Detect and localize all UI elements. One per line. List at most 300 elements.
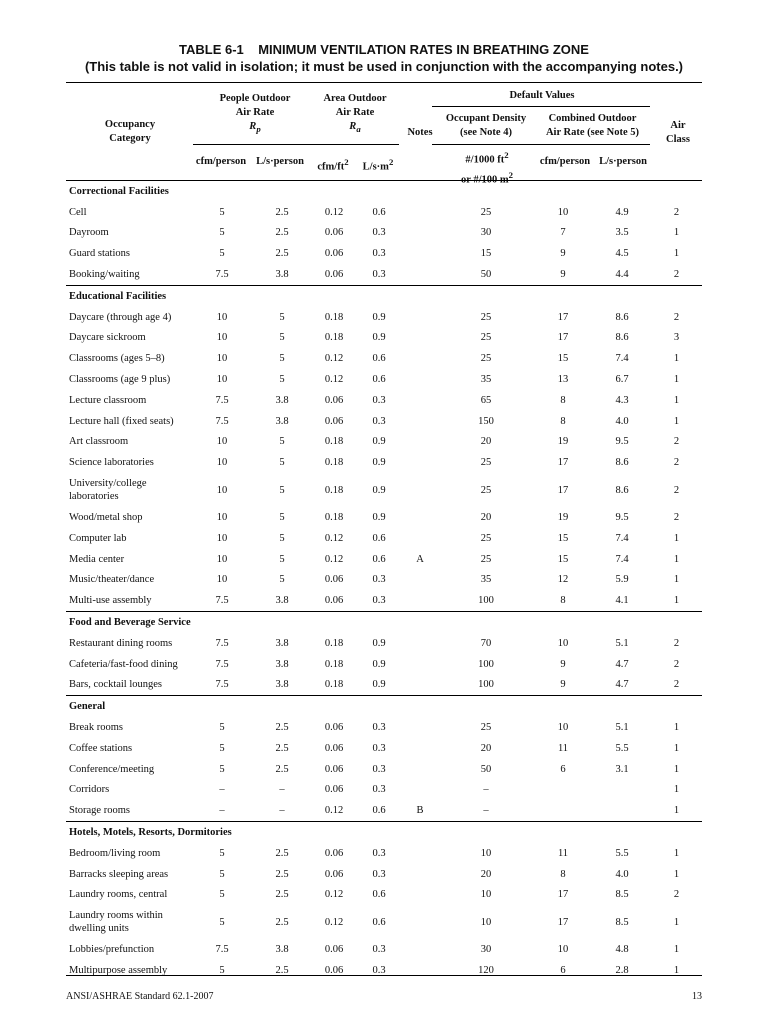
combined-cfm-cell: 10 <box>557 206 569 218</box>
header-air-class <box>656 119 700 147</box>
header-density-l1: Occupant Density <box>445 113 527 124</box>
area-cfm-cell: 0.18 <box>324 658 344 670</box>
air-class-cell: 1 <box>673 374 680 386</box>
density-cell: – <box>483 805 489 817</box>
area-cfm-cell: 0.12 <box>324 353 344 365</box>
people-cfm-cell: 7.5 <box>215 595 229 607</box>
density-cell: 100 <box>478 679 494 691</box>
header-occupancy-category <box>80 118 180 146</box>
combined-ls-cell: 4.0 <box>615 868 629 880</box>
section-title: Food and Beverage Service <box>66 612 702 633</box>
notes-cell <box>401 369 439 390</box>
people-ls-cell: 2.5 <box>275 889 289 901</box>
section-header-row <box>66 285 702 306</box>
air-class-cell: 2 <box>673 512 680 524</box>
unit-cfm-person: cfm/person <box>195 156 247 167</box>
notes-cell <box>401 223 439 244</box>
density-cell: 100 <box>478 595 494 607</box>
air-class-cell: 1 <box>673 964 680 976</box>
density-cell: 35 <box>480 574 492 586</box>
area-cfm-cell: 0.06 <box>324 763 344 775</box>
combined-cfm-cell: 8 <box>560 595 566 607</box>
footer-standard: ANSI/ASHRAE Standard 62.1-2007 <box>66 991 214 1002</box>
people-cfm-cell: 7.5 <box>215 944 229 956</box>
combined-ls-cell: 4.4 <box>615 269 629 281</box>
people-cfm-cell: – <box>219 805 225 817</box>
people-cfm-cell: 10 <box>216 311 228 323</box>
area-ls-cell: 0.3 <box>372 269 386 281</box>
table-row <box>66 864 702 885</box>
occupancy-cell: Classrooms (ages 5–8) <box>69 353 165 365</box>
people-ls-cell: 5 <box>279 532 285 544</box>
table-row <box>66 885 702 906</box>
people-cfm-cell: – <box>219 784 225 796</box>
header-people-l1: People Outdoor <box>219 93 291 104</box>
people-cfm-cell: 7.5 <box>215 415 229 427</box>
table-row <box>66 843 702 864</box>
people-ls-cell: 3.8 <box>275 637 289 649</box>
unit-density-l1-sup: 2 <box>504 150 509 160</box>
people-ls-cell: – <box>279 784 285 796</box>
notes-cell <box>401 864 439 885</box>
air-class-cell: 2 <box>673 436 680 448</box>
people-ls-cell: 2.5 <box>275 742 289 754</box>
density-cell: 25 <box>480 311 492 323</box>
unit-cfm-ft2-sup: 2 <box>344 157 349 167</box>
people-ls-cell: 5 <box>279 311 285 323</box>
density-cell: 20 <box>480 436 492 448</box>
people-cfm-cell: 5 <box>219 916 225 928</box>
people-ls-cell: 5 <box>279 332 285 344</box>
air-class-cell: 1 <box>673 227 680 239</box>
header-area-l1: Area Outdoor <box>323 93 387 104</box>
people-ls-cell: 5 <box>279 457 285 469</box>
units-rule-left <box>193 144 399 145</box>
occupancy-cell: University/college laboratories <box>69 478 147 503</box>
density-cell: 10 <box>480 847 492 859</box>
combined-ls-cell: 8.6 <box>615 332 629 344</box>
area-ls-cell: 0.3 <box>372 227 386 239</box>
area-cfm-cell: 0.06 <box>324 868 344 880</box>
air-class-cell: 1 <box>673 415 680 427</box>
occupancy-cell: Multi-use assembly <box>69 595 152 607</box>
area-ls-cell: 0.6 <box>372 353 386 365</box>
table-row <box>66 780 702 801</box>
header-density-l2: (see Note 4) <box>460 127 512 138</box>
combined-cfm-cell: 17 <box>557 916 569 928</box>
header-combined-l1: Combined Outdoor <box>548 113 637 124</box>
people-ls-cell: 5 <box>279 484 285 496</box>
air-class-cell: 1 <box>673 784 680 796</box>
combined-ls-cell <box>593 800 651 821</box>
header-people-sub: p <box>256 124 261 135</box>
combined-cfm-cell: 8 <box>560 868 566 880</box>
air-class-cell: 1 <box>673 763 680 775</box>
occupancy-cell: Media center <box>69 553 125 565</box>
table-row <box>66 675 702 696</box>
combined-cfm-cell: 10 <box>557 944 569 956</box>
table-row <box>66 738 702 759</box>
people-ls-cell: 5 <box>279 436 285 448</box>
notes-cell <box>401 507 439 528</box>
occupancy-cell: Coffee stations <box>69 742 133 754</box>
section-header-row <box>66 612 702 633</box>
notes-cell <box>401 960 439 981</box>
combined-ls-cell: 4.0 <box>615 415 629 427</box>
section-title: Educational Facilities <box>66 285 702 306</box>
area-cfm-cell: 0.06 <box>324 574 344 586</box>
header-top-rule <box>66 82 702 83</box>
people-ls-cell: – <box>279 805 285 817</box>
occupancy-cell: Bars, cocktail lounges <box>69 679 163 691</box>
air-class-cell: 1 <box>673 944 680 956</box>
combined-ls-cell: 4.3 <box>615 394 629 406</box>
area-ls-cell: 0.9 <box>372 457 386 469</box>
table-title-line2: (This table is not valid in isolation; it must be used in conjunction with the accompanying notes.) <box>84 59 684 74</box>
density-cell: 30 <box>480 227 492 239</box>
area-cfm-cell: 0.12 <box>324 206 344 218</box>
area-ls-cell: 0.9 <box>372 512 386 524</box>
notes-cell <box>401 348 439 369</box>
air-class-cell: 1 <box>673 742 680 754</box>
table-row <box>66 800 702 821</box>
density-cell: 25 <box>480 532 492 544</box>
section-title: Correctional Facilities <box>69 185 169 197</box>
occupancy-cell: Laundry rooms within dwelling units <box>69 910 163 935</box>
notes-cell <box>401 452 439 473</box>
occupancy-cell: Wood/metal shop <box>69 512 143 524</box>
combined-ls-cell: 7.4 <box>615 532 629 544</box>
notes-cell: B <box>416 805 424 817</box>
combined-cfm-cell <box>533 800 593 821</box>
area-cfm-cell: 0.06 <box>324 415 344 427</box>
area-cfm-cell: 0.06 <box>324 784 344 796</box>
area-ls-cell: 0.3 <box>372 742 386 754</box>
combined-cfm-cell: 19 <box>557 512 569 524</box>
air-class-cell: 1 <box>673 394 680 406</box>
people-ls-cell: 3.8 <box>275 394 289 406</box>
air-class-cell: 1 <box>673 248 680 260</box>
area-cfm-cell: 0.12 <box>324 374 344 386</box>
notes-cell <box>401 759 439 780</box>
notes-cell <box>401 654 439 675</box>
table-title-line1: TABLE 6-1 MINIMUM VENTILATION RATES IN BREATHING ZONE <box>179 42 589 57</box>
air-class-cell: 1 <box>673 595 680 607</box>
people-cfm-cell: 7.5 <box>215 679 229 691</box>
density-cell: 70 <box>480 637 492 649</box>
area-ls-cell: 0.9 <box>372 311 386 323</box>
area-ls-cell: 0.9 <box>372 637 386 649</box>
people-cfm-cell: 5 <box>219 742 225 754</box>
people-cfm-cell: 7.5 <box>215 269 229 281</box>
occupancy-cell: Cafeteria/fast-food dining <box>69 658 178 670</box>
people-ls-cell: 2.5 <box>275 847 289 859</box>
unit-cfm-ft2-text: cfm/ft <box>317 161 345 173</box>
notes-cell <box>401 590 439 611</box>
table-row <box>66 960 702 981</box>
unit-ls-m2 <box>356 155 400 175</box>
section-header-row <box>66 822 702 843</box>
area-ls-cell: 0.6 <box>372 553 386 565</box>
notes-cell <box>401 717 439 738</box>
area-cfm-cell: 0.06 <box>324 944 344 956</box>
combined-ls-cell: 8.6 <box>615 311 629 323</box>
combined-ls-cell: 5.5 <box>615 742 629 754</box>
people-ls-cell: 3.8 <box>275 658 289 670</box>
area-ls-cell: 0.3 <box>372 415 386 427</box>
table-row <box>66 243 702 264</box>
density-cell: 35 <box>480 374 492 386</box>
air-class-cell: 2 <box>673 637 680 649</box>
air-class-cell: 2 <box>673 457 680 469</box>
area-ls-cell: 0.9 <box>372 436 386 448</box>
density-cell: 120 <box>478 964 494 976</box>
people-ls-cell: 2.5 <box>275 916 289 928</box>
notes-cell <box>401 885 439 906</box>
notes-cell <box>401 473 439 507</box>
area-ls-cell: 0.6 <box>372 889 386 901</box>
combined-ls-cell: 5.9 <box>615 574 629 586</box>
header-area-sub: a <box>356 124 361 135</box>
occupancy-cell: Storage rooms <box>69 805 130 817</box>
density-cell: 10 <box>480 916 492 928</box>
area-ls-cell: 0.6 <box>372 206 386 218</box>
table-bottom-rule <box>66 975 702 976</box>
area-cfm-cell: 0.12 <box>324 916 344 928</box>
air-class-cell: 2 <box>673 679 680 691</box>
unit-density-l2-sup: 2 <box>508 169 513 180</box>
combined-ls-cell: 3.1 <box>615 763 629 775</box>
people-cfm-cell: 5 <box>219 868 225 880</box>
people-ls-cell: 2.5 <box>275 248 289 260</box>
area-ls-cell: 0.6 <box>372 532 386 544</box>
header-combined-l2: Air Rate (see Note 5) <box>545 127 640 138</box>
section-header-row <box>66 181 702 202</box>
area-ls-cell: 0.3 <box>372 722 386 734</box>
table-row <box>66 369 702 390</box>
notes-cell <box>401 264 439 285</box>
people-cfm-cell: 5 <box>219 964 225 976</box>
area-cfm-cell: 0.18 <box>324 332 344 344</box>
occupancy-cell: Corridors <box>69 784 110 796</box>
people-cfm-cell: 10 <box>216 374 228 386</box>
header-area-l2: Air Rate <box>335 107 375 118</box>
combined-ls-cell: 9.5 <box>615 436 629 448</box>
header-occupant-density <box>436 112 536 140</box>
people-cfm-cell: 10 <box>216 574 228 586</box>
density-cell: 15 <box>480 248 492 260</box>
area-ls-cell: 0.9 <box>372 484 386 496</box>
air-class-cell: 2 <box>673 206 680 218</box>
combined-cfm-cell: 13 <box>557 374 569 386</box>
area-ls-cell: 0.3 <box>372 394 386 406</box>
occupancy-cell: Daycare (through age 4) <box>69 311 172 323</box>
people-cfm-cell: 5 <box>219 847 225 859</box>
table-row <box>66 939 702 960</box>
area-ls-cell: 0.9 <box>372 658 386 670</box>
unit-density-l1: #/1000 ft <box>465 154 505 166</box>
table-row <box>66 390 702 411</box>
header-combined-rate <box>535 112 650 140</box>
occupancy-cell: Classrooms (age 9 plus) <box>69 374 171 386</box>
air-class-cell: 3 <box>673 332 680 344</box>
people-cfm-cell: 5 <box>219 722 225 734</box>
combined-ls-cell: 3.5 <box>615 227 629 239</box>
notes-cell <box>401 390 439 411</box>
combined-ls-cell: 8.5 <box>615 889 629 901</box>
density-cell: 25 <box>480 353 492 365</box>
people-cfm-cell: 7.5 <box>215 637 229 649</box>
combined-cfm-cell: 17 <box>557 311 569 323</box>
air-class-cell: 1 <box>673 574 680 586</box>
air-class-cell: 2 <box>673 269 680 281</box>
section-header-row <box>66 696 702 717</box>
unit-cfm-person-2: cfm/person <box>539 156 591 167</box>
area-cfm-cell: 0.06 <box>324 394 344 406</box>
occupancy-cell: Laundry rooms, central <box>69 889 168 901</box>
table-row <box>66 348 702 369</box>
combined-cfm-cell: 15 <box>557 353 569 365</box>
header-occupancy: Occupancy <box>104 119 156 130</box>
people-cfm-cell: 10 <box>216 457 228 469</box>
occupancy-cell: Art classroom <box>69 436 129 448</box>
occupancy-cell: Restaurant dining rooms <box>69 637 173 649</box>
combined-ls-cell: 5.5 <box>615 847 629 859</box>
area-cfm-cell: 0.12 <box>324 553 344 565</box>
density-cell: 25 <box>480 722 492 734</box>
area-ls-cell: 0.3 <box>372 248 386 260</box>
density-cell: 65 <box>480 394 492 406</box>
combined-ls-cell: 6.7 <box>615 374 629 386</box>
combined-cfm-cell: 12 <box>557 574 569 586</box>
footer-page-number: 13 <box>692 991 702 1002</box>
table-row <box>66 633 702 654</box>
people-cfm-cell: 10 <box>216 353 228 365</box>
people-ls-cell: 3.8 <box>275 595 289 607</box>
combined-ls-cell: 7.4 <box>615 553 629 565</box>
density-cell: – <box>483 784 489 796</box>
table-row <box>66 202 702 223</box>
unit-ls-m2-sup: 2 <box>388 157 394 167</box>
density-cell: 20 <box>480 512 492 524</box>
people-cfm-cell: 10 <box>216 532 228 544</box>
area-cfm-cell: 0.18 <box>324 436 344 448</box>
air-class-cell: 2 <box>673 484 680 496</box>
area-cfm-cell: 0.12 <box>324 805 344 817</box>
people-cfm-cell: 10 <box>216 553 228 565</box>
combined-cfm-cell: 15 <box>557 553 569 565</box>
people-ls-cell: 3.8 <box>275 679 289 691</box>
combined-ls-cell: 7.4 <box>615 353 629 365</box>
header-air-l1: Air <box>670 120 686 131</box>
table-row <box>66 328 702 349</box>
occupancy-cell: Guard stations <box>69 248 130 260</box>
area-cfm-cell: 0.12 <box>324 532 344 544</box>
area-cfm-cell: 0.18 <box>324 679 344 691</box>
density-cell: 100 <box>478 658 494 670</box>
notes-cell <box>401 780 439 801</box>
header-category: Category <box>109 133 151 144</box>
section-title: General <box>66 696 702 717</box>
combined-ls-cell: 8.6 <box>615 484 629 496</box>
area-ls-cell: 0.3 <box>372 574 386 586</box>
people-ls-cell: 2.5 <box>275 206 289 218</box>
combined-cfm-cell: 15 <box>557 532 569 544</box>
density-cell: 25 <box>480 457 492 469</box>
area-cfm-cell: 0.06 <box>324 227 344 239</box>
table-row <box>66 759 702 780</box>
table-row <box>66 411 702 432</box>
notes-cell <box>401 905 439 939</box>
occupancy-cell: Daycare sickroom <box>69 332 146 344</box>
area-ls-cell: 0.3 <box>372 868 386 880</box>
area-ls-cell: 0.9 <box>372 679 386 691</box>
density-cell: 20 <box>480 868 492 880</box>
combined-cfm-cell: 17 <box>557 889 569 901</box>
air-class-cell: 2 <box>673 889 680 901</box>
combined-cfm-cell: 9 <box>560 658 566 670</box>
occupancy-cell: Cell <box>69 206 87 218</box>
density-cell: 50 <box>480 763 492 775</box>
people-cfm-cell: 5 <box>219 248 225 260</box>
notes-cell <box>401 432 439 453</box>
air-class-cell: 2 <box>673 311 680 323</box>
air-class-cell: 1 <box>673 553 680 565</box>
combined-cfm-cell <box>533 780 593 801</box>
air-class-cell: 1 <box>673 847 680 859</box>
area-ls-cell: 0.3 <box>372 595 386 607</box>
notes-cell <box>401 307 439 328</box>
people-ls-cell: 5 <box>279 574 285 586</box>
people-ls-cell: 3.8 <box>275 415 289 427</box>
density-cell: 25 <box>480 206 492 218</box>
area-ls-cell: 0.3 <box>372 964 386 976</box>
notes-cell <box>401 411 439 432</box>
area-cfm-cell: 0.06 <box>324 964 344 976</box>
occupancy-cell: Lecture hall (fixed seats) <box>69 415 174 427</box>
area-ls-cell: 0.3 <box>372 784 386 796</box>
occupancy-cell: Conference/meeting <box>69 763 155 775</box>
people-cfm-cell: 5 <box>219 206 225 218</box>
occupancy-cell: Science laboratories <box>69 457 154 469</box>
unit-cfm-ft2 <box>310 155 356 175</box>
notes-cell <box>401 843 439 864</box>
combined-ls-cell: 8.5 <box>615 916 629 928</box>
area-cfm-cell: 0.18 <box>324 637 344 649</box>
occupancy-cell: Bedroom/living room <box>69 847 161 859</box>
notes-cell <box>401 675 439 696</box>
unit-ls-person: L/s·person <box>256 156 304 167</box>
people-cfm-cell: 7.5 <box>215 658 229 670</box>
area-cfm-cell: 0.12 <box>324 889 344 901</box>
density-cell: 150 <box>478 415 494 427</box>
combined-cfm-cell: 9 <box>560 269 566 281</box>
people-ls-cell: 2.5 <box>275 964 289 976</box>
combined-cfm-cell: 11 <box>557 847 569 859</box>
header-default-values: Default Values <box>509 90 575 101</box>
air-class-cell: 2 <box>673 658 680 670</box>
area-ls-cell: 0.3 <box>372 944 386 956</box>
area-cfm-cell: 0.06 <box>324 269 344 281</box>
occupancy-cell: Break rooms <box>69 722 123 734</box>
area-ls-cell: 0.3 <box>372 763 386 775</box>
people-ls-cell: 2.5 <box>275 868 289 880</box>
header-air-l2: Class <box>666 134 690 145</box>
notes-cell <box>401 570 439 591</box>
table-row <box>66 590 702 611</box>
ventilation-rates-table <box>66 181 702 981</box>
table-row <box>66 905 702 939</box>
